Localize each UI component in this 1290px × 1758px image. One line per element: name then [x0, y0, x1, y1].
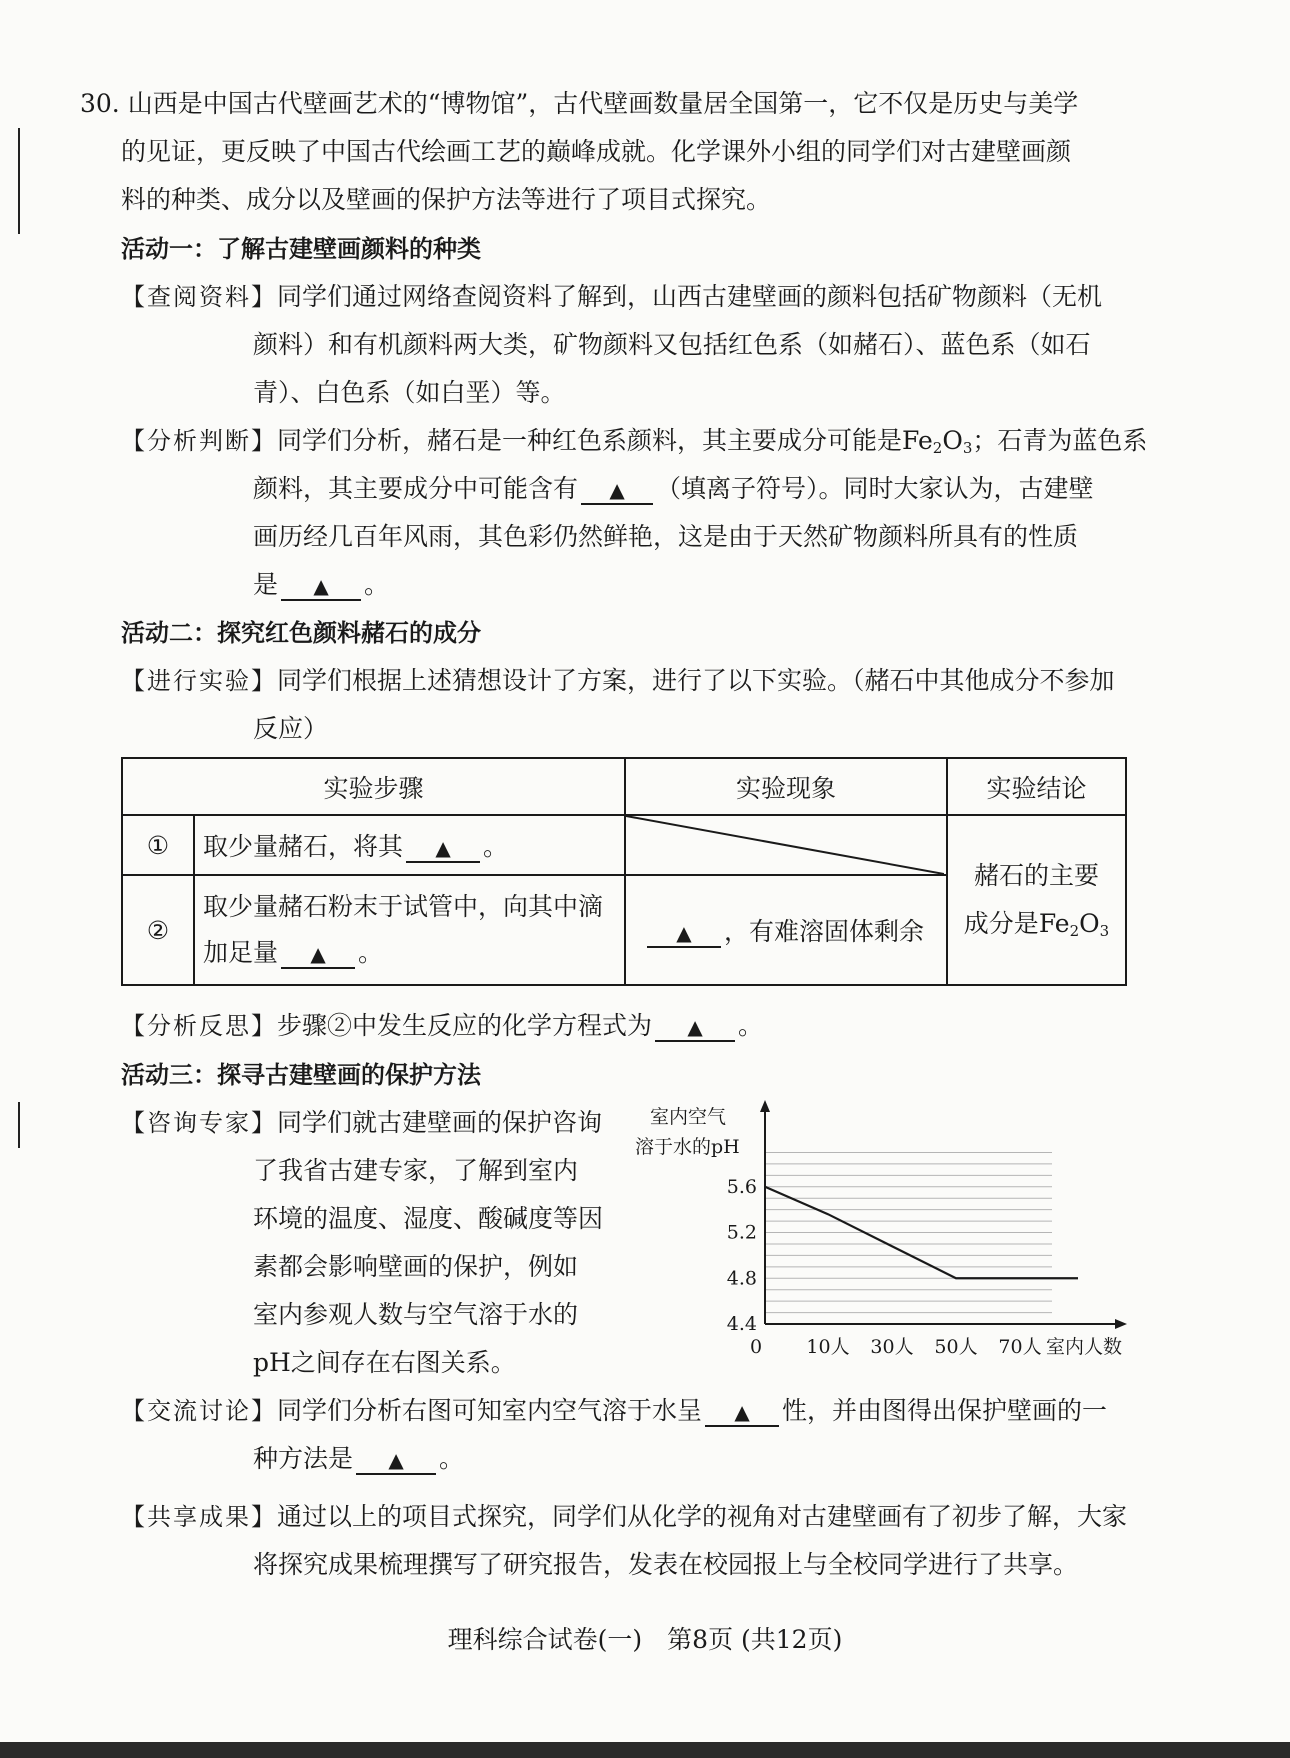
- gridlines: [765, 1152, 1052, 1312]
- answer-blank[interactable]: [647, 918, 721, 948]
- consult-line: 了我省古建专家，了解到室内: [253, 1156, 579, 1185]
- blank-triangle-icon: ▲: [388, 1448, 404, 1472]
- conclusion-cell: 赭石的主要 成分是$Fe_2O_3$: [947, 815, 1126, 985]
- answer-blank[interactable]: [705, 1397, 779, 1427]
- origin-label: 0: [749, 1336, 763, 1358]
- step-cell: 取少量赭石粉末于试管中，向其中滴 加足量 ▲ 。: [194, 875, 625, 985]
- question-intro-line: 的见证，更反映了中国古代绘画工艺的巅峰成就。化学课外小组的同学们对古建壁画颜: [121, 137, 1072, 166]
- blank-triangle-icon: ▲: [734, 1400, 750, 1424]
- question-intro-line: 30. 山西是中国古代壁画艺术的“博物馆”，古代壁画数量居全国第一，它不仅是历史与美学: [80, 89, 1079, 118]
- activity3-title: 活动三：探寻古建壁画的保护方法: [121, 1061, 481, 1089]
- diagonal-line: [626, 816, 944, 874]
- table-header-steps: 实验步骤: [122, 758, 625, 815]
- y-tick-label: 4.4: [726, 1313, 757, 1335]
- blank-triangle-icon: ▲: [676, 921, 692, 945]
- x-axis-arrow-icon: [1115, 1319, 1127, 1329]
- analysis-line: 是 ▲ 。: [253, 570, 390, 599]
- y-axis-arrow-icon: [760, 1100, 770, 1112]
- consult-line: 室内参观人数与空气溶于水的: [253, 1300, 579, 1329]
- consult-paragraph: 【咨询专家】同学们就古建壁画的保护咨询: [121, 1108, 603, 1137]
- step-number: ①: [122, 815, 194, 875]
- activity1-title: 活动一：了解古建壁画颜料的种类: [121, 235, 481, 263]
- x-tick-label: 10人: [806, 1336, 850, 1358]
- analysis-line: 颜料，其主要成分中可能含有 ▲ （填离子符号）。同时大家认为，古建壁: [253, 474, 1094, 503]
- discussion-label: 【交流讨论】: [121, 1397, 277, 1425]
- y-tick-labels: [727, 1176, 757, 1335]
- y-tick-label: 5.2: [726, 1221, 757, 1244]
- reference-paragraph: 【查阅资料】同学们通过网络查阅资料了解到，山西古建壁画的颜料包括矿物颜料（无机: [121, 282, 1103, 311]
- analysis-line: 画历经几百年风雨，其色彩仍然鲜艳，这是由于天然矿物颜料所具有的性质: [253, 522, 1079, 551]
- experiment-paragraph: 【进行实验】同学们根据上述猜想设计了方案，进行了以下实验。（赭石中其他成分不参加: [121, 666, 1115, 695]
- scan-edge: [0, 1742, 1290, 1758]
- phenomenon-cell: ▲ ，有难溶固体剩余: [625, 875, 947, 985]
- x-axis-label: 室内人数: [1045, 1336, 1123, 1358]
- blank-triangle-icon: ▲: [310, 942, 326, 966]
- reference-label: 【查阅资料】: [121, 283, 277, 311]
- x-tick-label: 30人: [870, 1336, 914, 1358]
- analysis-paragraph: 【分析判断】同学们分析，赭石是一种红色系颜料，其主要成分可能是$Fe_2O_3$；石青为蓝色系: [121, 426, 1148, 457]
- consult-label: 【咨询专家】: [121, 1109, 277, 1137]
- empty-diagonal-cell: [625, 815, 947, 875]
- table-header-conclusion: 实验结论: [947, 758, 1126, 815]
- share-line: 将探究成果梳理撰写了研究报告，发表在校园报上与全校同学进行了共享。: [253, 1550, 1079, 1579]
- reference-line: 颜料）和有机颜料两大类，矿物颜料又包括红色系（如赭石）、蓝色系（如石: [253, 330, 1091, 359]
- y-axis-label-line1: 室内空气: [650, 1106, 727, 1128]
- answer-blank[interactable]: [281, 939, 355, 969]
- share-paragraph: 【共享成果】通过以上的项目式探究，同学们从化学的视角对古建壁画有了初步了解，大家: [121, 1502, 1128, 1531]
- table-header-phenomenon: 实验现象: [625, 758, 947, 815]
- blank-triangle-icon: ▲: [609, 478, 625, 502]
- question-intro-line: 料的种类、成分以及壁画的保护方法等进行了项目式探究。: [121, 185, 772, 214]
- answer-blank[interactable]: [406, 833, 480, 863]
- experiment-table: [121, 757, 1127, 986]
- experiment-line: 反应）: [253, 714, 329, 743]
- consult-line: 环境的温度、湿度、酸碱度等因: [253, 1204, 604, 1233]
- discussion-line: 种方法是 ▲ 。: [253, 1444, 465, 1473]
- y-tick-label: 5.6: [726, 1175, 757, 1198]
- step-cell: 取少量赭石，将其 ▲ 。: [194, 815, 625, 875]
- experiment-label: 【进行实验】: [121, 667, 277, 695]
- consult-line: 素都会影响壁画的保护，例如: [253, 1252, 579, 1281]
- analysis-label: 【分析判断】: [121, 427, 277, 455]
- reflection-paragraph: 【分析反思】步骤②中发生反应的化学方程式为 ▲ 。: [121, 1011, 764, 1040]
- x-tick-label: 50人: [934, 1336, 978, 1358]
- consult-line: pH之间存在右图关系。: [253, 1348, 516, 1377]
- discussion-paragraph: 【交流讨论】同学们分析右图可知室内空气溶于水呈 ▲ 性，并由图得出保护壁画的一: [121, 1396, 1108, 1425]
- reference-line: 青）、白色系（如白垩）等。: [253, 378, 566, 407]
- blank-triangle-icon: ▲: [687, 1015, 703, 1039]
- step-number: ②: [122, 875, 194, 985]
- page-footer: 理科综合试卷(一) 第8页 (共12页): [447, 1625, 843, 1654]
- blank-triangle-icon: ▲: [435, 836, 451, 860]
- answer-blank[interactable]: [581, 475, 653, 505]
- share-label: 【共享成果】: [121, 1503, 277, 1531]
- answer-blank[interactable]: [281, 571, 361, 601]
- x-tick-label: 70人: [998, 1336, 1042, 1358]
- y-tick-label: 4.8: [726, 1267, 757, 1290]
- y-axis-label-line2: 溶于水的pH: [635, 1136, 740, 1158]
- margin-mark: [18, 128, 20, 234]
- x-tick-labels: [806, 1336, 1041, 1358]
- answer-blank[interactable]: [356, 1445, 436, 1475]
- blank-triangle-icon: ▲: [313, 574, 329, 598]
- answer-blank[interactable]: [655, 1012, 735, 1042]
- activity2-title: 活动二：探究红色颜料赭石的成分: [121, 619, 481, 647]
- reflection-label: 【分析反思】: [121, 1012, 277, 1040]
- ph-chart: [630, 1096, 1130, 1366]
- margin-mark: [18, 1102, 20, 1148]
